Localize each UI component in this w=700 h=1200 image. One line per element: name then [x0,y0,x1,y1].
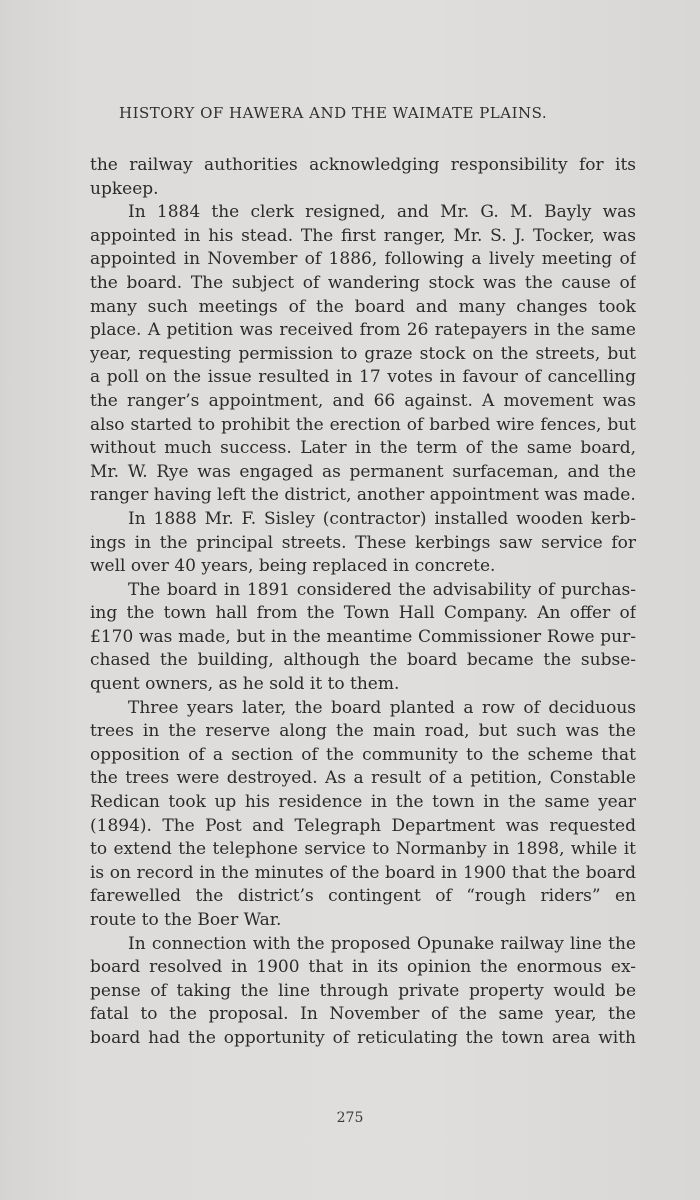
text-line: ing the town hall from the Town Hall Company. An offer of [90,603,636,624]
text-line: In 1888 Mr. F. Sisley (contractor) installed wooden kerb- [128,508,636,529]
text-line: the railway authorities acknowledging responsibility for its [90,155,636,175]
text-line: £170 was made, but in the meantime Commissioner Rowe pur- [90,626,636,647]
text-line: opposition of a section of the community to the scheme that [90,744,636,765]
text-line: well over 40 years, being replaced in concrete. [90,556,496,577]
page-number: 275 [336,1110,364,1126]
text-line: trees in the reserve along the main road, but such was the [90,721,636,742]
text-line: to extend the telephone service to Normanby in 1898, while it [90,839,636,860]
text-line: the ranger’s appointment, and 66 against. A movement was [90,390,636,411]
text-line: chased the building, although the board became the subse- [90,650,636,671]
paragraph [90,933,636,1051]
paragraph [90,154,636,201]
text-line: route to the Boer War. [90,910,282,930]
text-line: Redican took up his residence in the town in the same year [90,792,636,813]
text-line: upkeep. [90,178,159,199]
text-line: year, requesting permission to graze stock on the streets, but [90,343,636,364]
text-line: In connection with the proposed Opunake railway line the [128,933,636,954]
text-line: farewelled the district’s contingent of “rough riders” en [90,886,636,907]
text-line: is on record in the minutes of the board in 1900 that the board [90,862,636,883]
text-line: (1894). The Post and Telegraph Department was requested [90,815,636,836]
text-line: many such meetings of the board and many changes took [90,296,636,317]
text-line: In 1884 the clerk resigned, and Mr. G. M. Bayly was [128,202,636,223]
body-text [90,154,636,1051]
paragraph [90,508,636,579]
text-line: the board. The subject of wandering stock was the cause of [90,272,636,293]
text-line: a poll on the issue resulted in 17 votes in favour of cancelling [90,367,636,388]
text-line: board had the opportunity of reticulating the town area with [90,1027,636,1048]
running-head: HISTORY OF HAWERA AND THE WAIMATE PLAINS. [119,104,548,122]
text-line: quent owners, as he sold it to them. [90,674,400,695]
text-line: also started to prohibit the erection of barbed wire fences, but [90,414,636,435]
text-line: the trees were destroyed. As a result of a petition, Constable [90,768,636,789]
text-line: pense of taking the line through private property would be [90,980,636,1001]
text-line: ings in the principal streets. These kerbings saw service for [90,532,636,553]
text-line: place. A petition was received from 26 ratepayers in the same [90,320,636,341]
text-line: without much success. Later in the term of the same board, [90,438,636,459]
text-line: ranger having left the district, another appointment was made. [90,485,636,506]
paragraph [90,579,636,697]
paragraph [90,201,636,508]
text-line: appointed in his stead. The first ranger, Mr. S. J. Tocker, was [90,225,636,246]
text-line: board resolved in 1900 that in its opinion the enormous ex- [90,957,636,978]
text-line: Mr. W. Rye was engaged as permanent surfaceman, and the [90,461,636,482]
text-line: The board in 1891 considered the advisability of purchas- [128,579,636,600]
text-line: appointed in November of 1886, following a lively meeting of [90,249,636,270]
text-line: Three years later, the board planted a row of deciduous [128,697,636,718]
text-line: fatal to the proposal. In November of the same year, the [90,1004,636,1025]
paragraph [90,697,636,933]
